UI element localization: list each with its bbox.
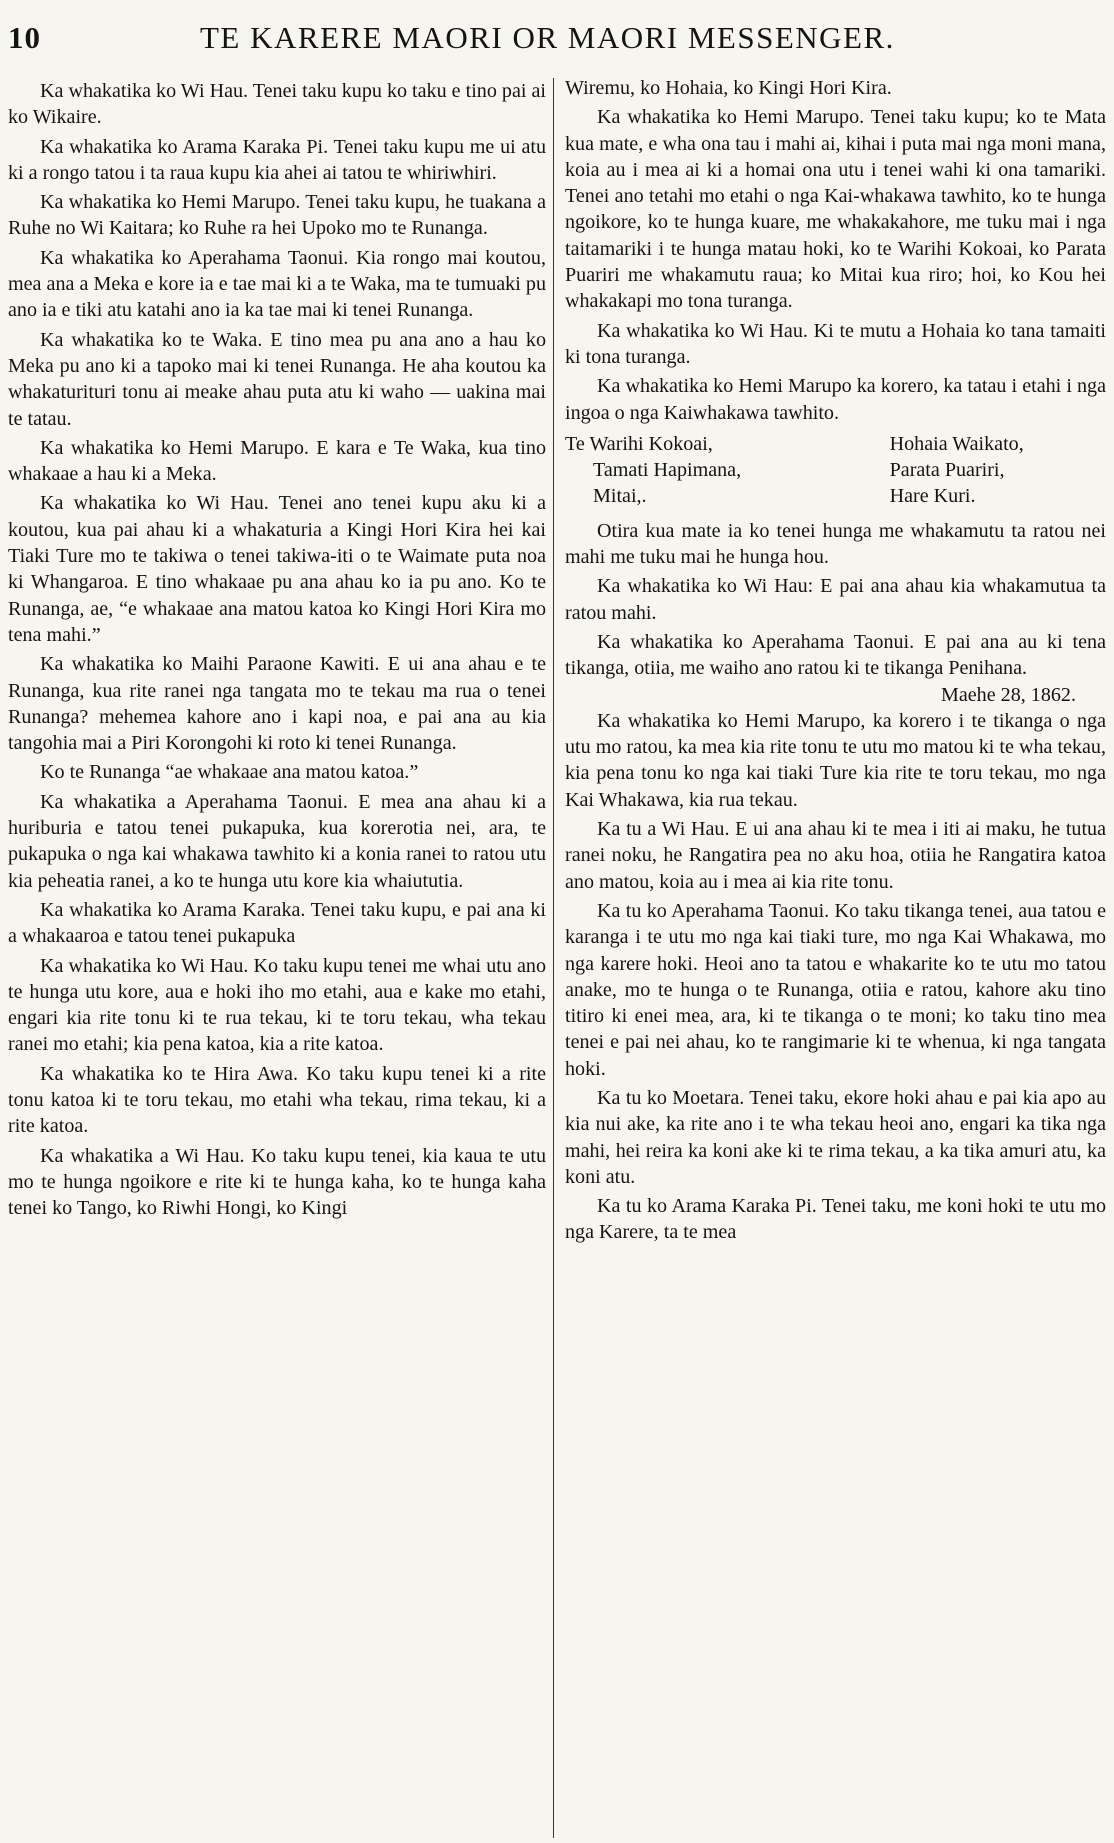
paragraph: Ka whakatika ko te Hira Awa. Ko taku kupu tenei ki a rite tonu katoa ki te toru tekau, mo etahi wha tekau, rima tekau, ki a rite katoa. [8,1062,546,1138]
paragraph: Ka whakatika ko Aperahama Taonui. E pai ana au ki tena tikanga, otiia, me waiho ano ratou ki te tikanga Penihana. [565,630,1106,680]
paragraph: Ka whakatika ko Wi Hau. Tenei taku kupu ko taku e tino pai ai ko Wikaire. [8,80,546,129]
masthead-title: TE KARERE MAORI OR MAORI MESSENGER. [200,20,895,55]
paragraph: Ka whakatika ko te Waka. E tino mea pu ana ano a hau ko Meka pu ano ki a tapoko mai ki tenei Runanga. He aha koutou ka whakaturituri tonu ai meake ahau puta atu ki waho — uakina mai te tatau. [8,328,546,430]
paragraph: Ka tu a Wi Hau. E ui ana ahau ki te mea i iti ai maku, he tutua ranei noku, he Rangatira pea no aku hoa, otiia he Rangatira katoa ano matou, koia au i mea ai kia rite tonu. [565,818,1106,893]
page-number: 10 [8,20,41,55]
paragraph: Ka whakatika ko Aperahama Taonui. Kia rongo mai koutou, mea ana a Meka e kore ia e tae mai ki a te Waka, ma te tumuaki pu ano ia e tiki atu katahi ano ia ka tae mai ki tenei Runanga. [8,246,546,322]
name-list [565,431,1106,510]
name-item: Hohaia Waikato, [889,432,1024,455]
paragraph: Ka whakatika ko Arama Karaka. Tenei taku kupu, e pai ana ki a whakaaroa e tatou tenei pukapuka [8,898,546,948]
paragraph: Ka whakatika a Wi Hau. Ko taku kupu tenei, kia kaua te utu mo te hunga ngoikore e rite ki te hunga kaha, ko te hunga kaha tenei ko Tango, ko Riwhi Hongi, ko Kingi [8,1144,546,1220]
paragraph: Ka tu ko Aperahama Taonui. Ko taku tikanga tenei, aua tatou e karanga i te utu mo nga kai tiaki ture, mo nga Kai Whakawa, mo nga karere hoki. Heoi ano ta tatou e whakarite ko te utu mo tatou anake, mo te hunga o te Runanga, otiia e ratou, kahore aku tino titiro ki enei mea, ara, ki te tikanga o te moni; ko taku tino mea tenei e pai nei ahau, ko te rangimarie ki te whenua, ki nga tangata hoki. [565,899,1106,1080]
right-column [565,75,1106,1246]
paragraph: Ka whakatika ko Hemi Marupo. Tenei taku kupu, he tuakana a Ruhe no Wi Kaitara; ko Ruhe ra hei Upoko mo te Runanga. [8,191,546,240]
paragraph: Ka whakatika ko Hemi Marupo, ka korero i te tikanga o nga utu mo ratou, ka mea kia rite tonu te utu mo matou ki te wha tekau, kia pena tonu ko nga kai tiaki Ture kia rite te toru tekau, mo nga Kai Whakawa, kia rua tekau. [565,709,1106,811]
paragraph: Ka whakatika ko Hemi Marupo. Tenei taku kupu; ko te Mata kua mate, e wha ona tau i mahi ai, kihai i puta mai nga moni mana, koia au i mea ai ki a homai ona utu i tenei wahi ki ona tamariki. Tenei ano tetahi mo etahi o nga Kai-whakawa tawhito, ko te hunga ngoikore, ko te hunga kuare, me whakakahore, me tuku mai i nga taitamariki i te hunga matau hoki, ko te Warihi Kokoai, ko Parata Puariri me whakamutu raua; ko Mitai kua riro; hoi, ko Kou hei whakakapi mo tona turanga. [565,106,1106,313]
paragraph: Ka whakatika ko Wi Hau. Ki te mutu a Hohaia ko tana tamaiti ki tona turanga. [565,319,1106,368]
left-column [8,75,546,1221]
paragraph: Ko te Runanga “ae whakaae ana matou katoa.” [40,761,419,784]
paragraph: Ka whakatika ko Wi Hau. Tenei ano tenei kupu aku ki a koutou, kua pai ahau ki a whakaturia a Kingi Hori Kira hei kai Tiaki Ture mo te takiwa o tenei takiwa-iti o te Waimate puta noa ki Whangaroa. E tino whakaae pu ana ahau ko ia pu ano. Ko te Runanga, ae, “e whakaae ana matou katoa ko Kingi Hori Kira mo tena mahi.” [8,492,546,646]
paragraph: Otira kua mate ia ko tenei hunga me whakamutu ta ratou nei mahi me tuku mai he hunga hou. [565,519,1106,569]
paragraph: Ka whakatika ko Hemi Marupo ka korero, ka tatau i etahi i nga ingoa o nga Kaiwhakawa tawhito. [565,375,1106,424]
paragraph: Ka whakatika a Aperahama Taonui. E mea ana ahau ki a huriburia e tatou tenei pukapuka, kua korerotia nei, ara, te pukapuka o nga kai whakawa tawhito ki a konia ranei to ratou utu kia peheatia ranei, a ko te hunga utu kore kia whaiututia. [8,790,546,892]
name-item: Hare Kuri. [889,485,976,508]
paragraph: Ka tu ko Moetara. Tenei taku, ekore hoki ahau e pai kia apo au kia nui ake, ka rite ano i te wha tekau heoi ano, engari ka tika nga mahi, hei reira ka koni ake ki te rima tekau, a ka tika amuri atu, ka koni atu. [565,1086,1106,1188]
column-divider [553,78,554,1838]
paragraph: Ka whakatika ko Maihi Paraone Kawiti. E ui ana ahau e te Runanga, kua rite ranei nga tangata mo te tekau ma rua o tenei Runanga? mehemea kahore ano i kapi noa, e pai ana au kia tangohia mai a Piri Korongohi ki roto ki tenei Runanga. [8,653,546,755]
paragraph: Ka whakatika ko Wi Hau: E pai ana ahau kia whakamutua ta ratou mahi. [565,575,1106,624]
paragraph: Wiremu, ko Hohaia, ko Kingi Hori Kira. [565,77,892,99]
name-item: Parata Puariri, [889,459,1005,482]
dateline: Maehe 28, 1862. [940,683,1076,706]
page-header [0,14,1114,64]
name-item: Tamati Hapimana, [593,459,742,482]
name-item: Te Warihi Kokoai, [565,432,713,455]
paragraph: Ka tu ko Arama Karaka Pi. Tenei taku, me koni hoki te utu mo nga Karere, ta te mea [565,1195,1106,1244]
paragraph: Ka whakatika ko Hemi Marupo. E kara e Te Waka, kua tino whakaae a hau ki a Meka. [8,436,546,486]
paragraph: Ka whakatika ko Arama Karaka Pi. Tenei taku kupu me ui atu ki a rongo tatou i ta raua kupu kia ahei ai tatou te whiriwhiri. [8,135,546,184]
paragraph: Ka whakatika ko Wi Hau. Ko taku kupu tenei me whai utu ano te hunga utu kore, aua e hoki iho mo etahi, aua e kake mo etahi, engari kia rite tonu ki te rua tekau, ki te toru tekau, wha tekau ranei mo etahi; kia pena katoa, kia a rite katoa. [8,954,546,1056]
name-item: Mitai,. [593,485,647,508]
